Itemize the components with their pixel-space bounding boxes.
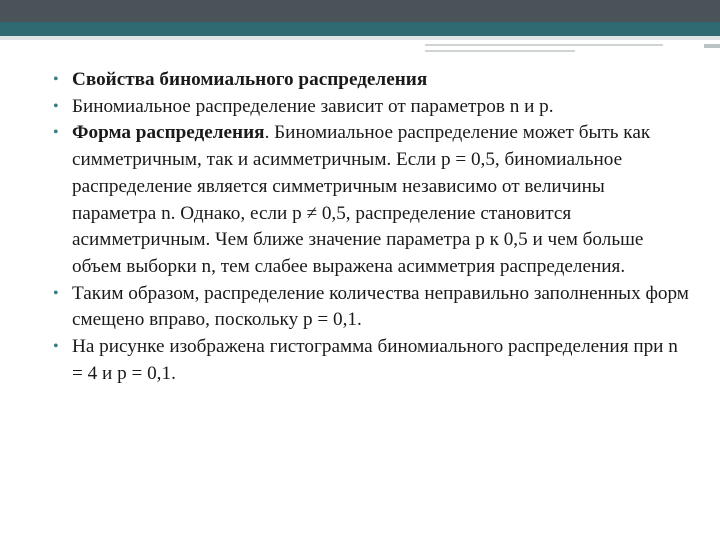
bullet-item-skew-conclusion <box>52 281 692 334</box>
decorative-line-2 <box>425 50 575 52</box>
decorative-line-3 <box>704 44 720 48</box>
header-band-grey <box>0 36 720 40</box>
slide-content <box>52 67 692 387</box>
bullet-item-properties-heading <box>52 67 692 94</box>
bullet-text: . Биномиальное распределение может быть как симметричным, так и асимметричным. Если p = 0,5, биномиальное распределение является симметричным независимо от величины параметра n. Однако, если p ≠ 0,5, распределение становится асимметричным. Чем ближе значение параметра p к 0,5 и чем больше объем выборки n, тем слабее выражена асимметрия распределения. <box>72 122 651 277</box>
bullet-text: На рисунке изображена гистограмма биномиального распределения при n = 4 и p = 0,1. <box>72 336 678 384</box>
bullet-item-histogram-note <box>52 334 692 387</box>
bullet-dot-icon: • <box>53 338 59 356</box>
bullet-dot-icon: • <box>53 124 59 142</box>
header-band-teal <box>0 22 720 36</box>
bullet-text: Биномиальное распределение зависит от параметров n и p. <box>72 95 554 117</box>
bullet-dot-icon: • <box>53 97 59 115</box>
bullet-dot-icon: • <box>53 284 59 302</box>
bullet-item-parameters <box>52 94 692 121</box>
bullet-item-distribution-shape <box>52 120 692 280</box>
header-band-dark <box>0 0 720 22</box>
bullet-text: Таким образом, распределение количества неправильно заполненных форм смещено вправо, поскольку p = 0,1. <box>72 282 689 331</box>
bullet-bold-text: Форма распределения <box>72 122 265 144</box>
bullet-list <box>52 67 692 387</box>
decorative-line-1 <box>425 44 663 46</box>
bullet-bold-text: Свойства биномиального распределения <box>72 69 428 90</box>
bullet-dot-icon: • <box>53 71 59 88</box>
